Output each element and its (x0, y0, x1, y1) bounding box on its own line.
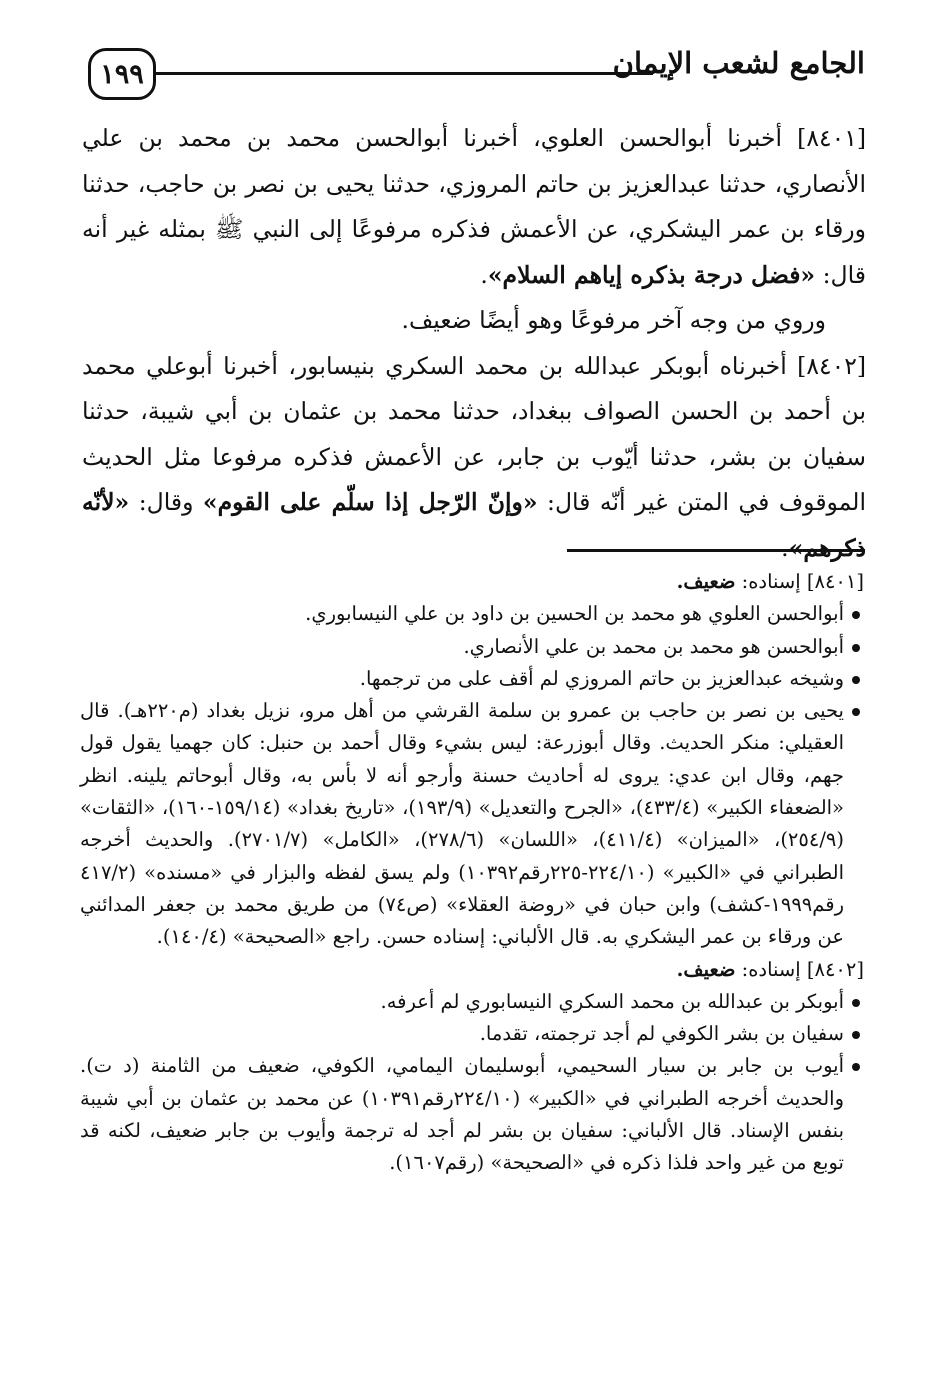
footnote-separator (567, 549, 865, 552)
footnote-label: [٨٤٠٢] إسناده: (741, 957, 864, 981)
page-header (82, 44, 865, 104)
footnote-item: أبوالحسن هو محمد بن محمد بن علي الأنصاري. (80, 631, 864, 663)
hadith-text: أخبرنا أبوالحسن العلوي، أخبرنا أبوالحسن محمد بن محمد بن علي الأنصاري، حدثنا عبدالعزيز بن حاتم المروزي، حدثنا يحيى بن نصر بن حاجب، حدثنا ورقاء بن عمر اليشكري، عن الأعمش فذكره مرفوعًا إلى النبي ﷺ بمثله غير أنه قال: (82, 124, 866, 289)
footnote-item: وشيخه عبدالعزيز بن حاتم المروزي لم أقف على من ترجمها. (80, 663, 864, 695)
hadith-quote: «فضل درجة بذكره إياهم السلام» (487, 260, 816, 289)
footnote-list-8401 (80, 598, 864, 953)
hadith-8401 (82, 116, 866, 298)
footnote-item: أبوالحسن العلوي هو محمد بن الحسين بن داود بن علي النيسابوري. (80, 598, 864, 630)
page-number-badge (88, 48, 156, 100)
hadith-number: [٨٤٠٢] (797, 351, 866, 380)
footnote-label: [٨٤٠١] إسناده: (741, 570, 864, 593)
footnote-item: أبوبكر بن عبدالله بن محمد السكري النيسابوري لم أعرفه. (80, 986, 864, 1018)
hadith-quote: «لأنّه ذكرهم» (82, 488, 866, 562)
narration-note: وروي من وجه آخر مرفوعًا وهو أيضًا ضعيف. (401, 306, 826, 334)
footnote-item: يحيى بن نصر بن حاجب بن عمرو بن سلمة القرشي من أهل مرو، نزيل بغداد (م٢٢٠هـ). قال العقيلي: منكر الحديث. وقال أبوزرعة: ليس بشيء وقال أحمد بن حنبل: كان جهميا يقول قول جهم، وقال ابن عدي: يروى له أحاديث حسنة وأرجو أنه لا بأس به، وقال أبوحاتم يلينه. انظر «الضعفاء الكبير» (٤٣٣/٤)، «الجرح والتعديل» (١٩٣/٩)، «تاريخ بغداد» (١٥٩/١٤-١٦٠)، «الثقات» (٢٥٤/٩)، «الميزان» (٤١١/٤)، «اللسان» (٢٧٨/٦)، «الكامل» (٢٧٠١/٧). والحديث أخرجه الطبراني في «الكبير» (٢٢٤/١٠-٢٢٥رقم١٠٣٩٢) ولم يسق لفظه والبزار في «مسنده» (٤١٧/٢ رقم١٩٩٩-كشف) وابن حبان في «روضة العقلاء» (ص٧٤) من طريق محمد بن جعفر المدائني عن ورقاء بن عمر اليشكري به. قال الألباني: إسناده حسن. راجع «الصحيحة» (١٤٠/٤). (80, 695, 864, 953)
header-rule (156, 72, 653, 75)
hadith-quote: «وإنّ الرّجل إذا سلّم على القوم» (202, 488, 538, 516)
footnote-grade: ضعيف. (676, 957, 736, 981)
hadith-8402 (82, 344, 866, 572)
footnote-heading-8401 (80, 566, 864, 598)
hadith-mid: وقال: (138, 488, 194, 516)
hadith-number: [٨٤٠١] (797, 124, 866, 152)
book-title: الجامع لشعب الإيمان (612, 46, 865, 80)
hadith-text: أخبرناه أبوبكر عبدالله بن محمد السكري بنيسابور، أخبرنا أبوعلي محمد بن أحمد بن الحسن الصواف ببغداد، حدثنا محمد بن عثمان بن أبي شيبة، حدثنا سفيان بن بشر، حدثنا أيّوب بن جابر، عن الأعمش فذكره مرفوعا مثل الحديث الموقوف في المتن غير أنّه قال: (82, 351, 866, 516)
footnote-grade: ضعيف. (676, 570, 736, 593)
footnote-item: أيوب بن جابر بن سيار السحيمي، أبوسليمان اليمامي، الكوفي، ضعيف من الثامنة (د ت). والحديث أخرجه الطبراني في «الكبير» (٢٢٤/١٠رقم١٠٣٩١) عن محمد بن عثمان بن أبي شيبة بنفس الإسناد. قال الألباني: سفيان بن بشر لم أجد له ترجمة وأيوب بن جابر ضعيف، لكنه قد توبع من غير واحد فلذا ذكره في «الصحيحة» (رقم١٦٠٧). (80, 1050, 864, 1179)
footnote-heading-8402 (80, 954, 864, 986)
hadith-end: . (781, 533, 789, 562)
footnotes (80, 566, 864, 1180)
footnote-list-8402 (80, 986, 864, 1180)
hadith-end: . (480, 260, 488, 289)
footnote-item: سفيان بن بشر الكوفي لم أجد ترجمته، تقدما. (80, 1018, 864, 1050)
page-number: ١٩٩ (100, 58, 144, 90)
main-text (82, 116, 866, 571)
